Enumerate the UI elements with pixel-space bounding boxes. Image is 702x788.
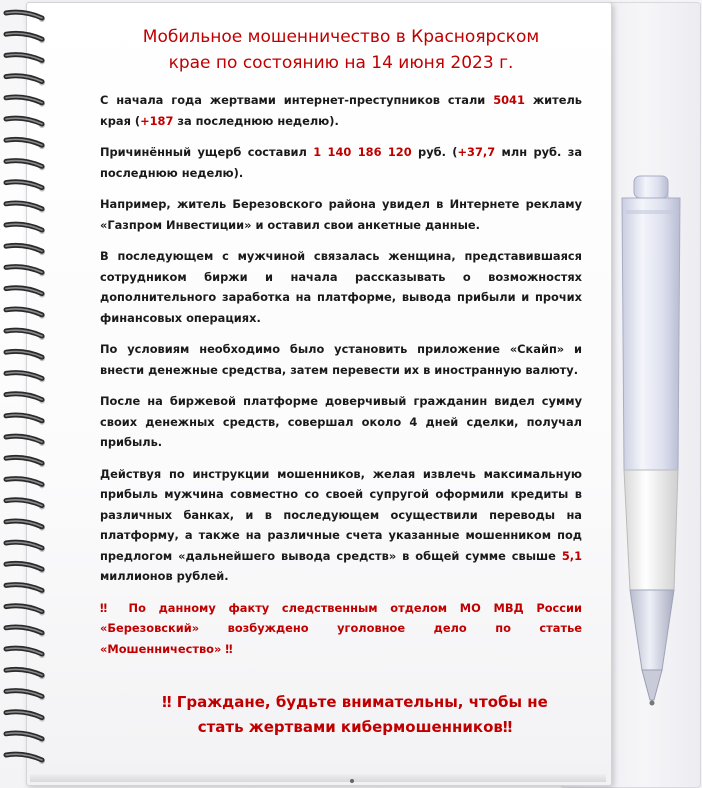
text-run: житель края ( [100, 93, 583, 128]
spiral-coil [6, 33, 45, 43]
spiral-coil [6, 733, 45, 743]
spiral-coil [6, 563, 45, 573]
spiral-coil [6, 691, 45, 701]
spiral-coil [6, 97, 45, 107]
spiral-coil [6, 330, 45, 340]
paragraph-damage [100, 142, 582, 183]
spiral-coil [6, 542, 45, 552]
page-bottom-edge [30, 774, 606, 782]
paragraph-example: Например, житель Березовского района увидел в Интернете рекламу «Газпром Инвестиции» и оставил свои анкетные данные. [100, 197, 582, 232]
text-run: Причинённый ущерб составил [100, 145, 314, 159]
spiral-coil [6, 351, 45, 361]
warning-line-2: стать жертвами кибермошенников‼ [197, 718, 513, 736]
paragraph-conditions: По условиям необходимо было установить приложение «Скайп» и внести денежные средства, затем перевести их в иностранную валюту. [100, 342, 582, 377]
spiral-coil [6, 394, 45, 404]
pen-icon [604, 170, 702, 710]
spiral-coil [6, 415, 45, 425]
title-line-1: Мобильное мошенничество в Красноярском [142, 27, 540, 47]
loss-amount: 5,1 [561, 548, 582, 563]
damage-amount: 1 140 186 120 [313, 145, 412, 159]
article [100, 20, 582, 670]
spiral-coil [6, 585, 45, 595]
text-run: руб. ( [411, 145, 458, 159]
warning-line-1: ‼ Граждане, будьте внимательны, чтобы не [162, 693, 548, 711]
spiral-coil [6, 182, 45, 192]
warning-callout [120, 690, 590, 740]
text-run: С начала года жертвами интернет-преступников стали [100, 93, 494, 107]
spiral-coil [6, 457, 45, 467]
spiral-coil [6, 267, 45, 277]
spiral-coil [6, 521, 45, 531]
spiral-coil [6, 288, 45, 298]
spiral-coil [6, 139, 45, 149]
spiral-coil [6, 627, 45, 637]
text-run: миллионов рублей. [100, 569, 229, 583]
spiral-coil [6, 55, 45, 65]
spiral-coil [6, 203, 45, 213]
spiral-coil [6, 712, 45, 722]
page-title [94, 24, 588, 76]
spiral-coil [6, 669, 45, 679]
paragraph-platform: После на биржевой платформе доверчивый гражданин видел сумму своих денежных средств, совершал около 4 дней сделки, получал прибыль. [100, 394, 582, 449]
page-dot [350, 779, 354, 783]
spiral-coil [6, 648, 45, 658]
spiral-coil [6, 373, 45, 383]
damage-weekly: +37,7 [457, 145, 496, 159]
spiral-coil [6, 161, 45, 171]
victims-weekly: +187 [140, 113, 174, 128]
spiral-binding-icon [0, 0, 56, 788]
spiral-coil [6, 606, 45, 616]
title-line-2: крае по состоянию на 14 июня 2023 г. [168, 53, 514, 73]
paragraph-criminal-case: ‼ По данному факту следственным отделом МО МВД России «Березовский» возбуждено уголовное дело по статье «Мошенничество» ‼ [100, 600, 582, 656]
paragraph-contact: В последующем с мужчиной связалась женщина, представившаяся сотрудником биржи и начала рассказывать о возможностях дополнительного заработка на платформе, вывода прибыли и прочих финансовых операциях. [100, 249, 582, 325]
text-run: Действуя по инструкции мошенников, желая извлечь максимальную прибыль мужчина совместно со своей супругой оформили кредиты в различных банках, и в последующем осуществили переводы на платформу, а также на различные счета указанные мошенником под предлогом «дальнейшего вывода средств» в общей сумме свыше [100, 466, 582, 563]
victims-count: 5041 [493, 93, 525, 107]
text-run: за последнюю неделю). [173, 113, 339, 128]
spiral-coil [6, 479, 45, 489]
spiral-coil [6, 436, 45, 446]
spiral-coil [6, 500, 45, 510]
spiral-coil [6, 118, 45, 128]
spiral-coil [6, 245, 45, 255]
paragraph-victims [100, 90, 582, 131]
text-run: млн руб. за последнюю неделю). [100, 145, 583, 180]
spiral-coil [6, 12, 45, 22]
spiral-coil [6, 76, 45, 86]
spiral-coil [6, 309, 45, 319]
spiral-coil [6, 754, 45, 764]
spiral-coil [6, 224, 45, 234]
paragraph-loss [100, 464, 582, 587]
